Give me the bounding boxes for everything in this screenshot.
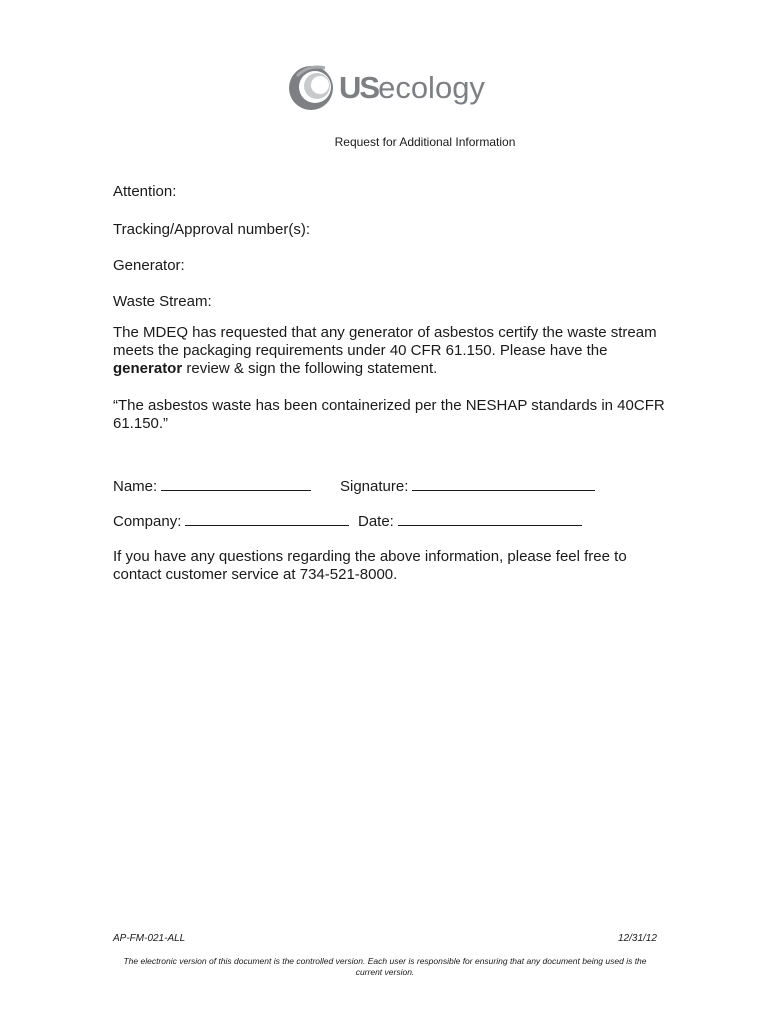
signature-blank[interactable]	[412, 477, 595, 491]
logo-ecology: ecology	[378, 70, 485, 105]
us-ecology-logo	[287, 62, 487, 114]
contact-paragraph: If you have any questions regarding the above information, please feel free to contact customer service at 734-521-8000.	[113, 548, 627, 583]
revision-date: 12/31/12	[618, 933, 657, 944]
company-blank[interactable]	[185, 512, 349, 526]
tracking-field: Tracking/Approval number(s):	[113, 221, 311, 238]
waste-stream-field: Waste Stream:	[113, 293, 212, 310]
mdeq-request-paragraph	[113, 324, 673, 378]
signature-label: Signature:	[340, 478, 409, 495]
signature-line	[340, 477, 595, 496]
attention-field: Attention:	[113, 183, 177, 200]
company-line	[113, 512, 349, 531]
name-label: Name:	[113, 478, 158, 495]
controlled-version-note: The electronic version of this document is the controlled version. Each user is responsible for ensuring that any document being used is the current version.	[123, 956, 647, 977]
para1-bold-generator: generator	[113, 360, 183, 377]
date-label: Date:	[358, 513, 394, 530]
asbestos-statement-quote: “The asbestos waste has been containerized per the NESHAP standards in 40CFR 61.150.”	[113, 397, 665, 432]
generator-field: Generator:	[113, 257, 185, 274]
logo-us: US	[339, 70, 379, 105]
date-line	[358, 512, 582, 531]
para1-text-a: The MDEQ has requested that any generator of asbestos certify the waste stream meets the packaging requirements under 40 CFR 61.150. Please have the	[113, 324, 657, 359]
company-label: Company:	[113, 513, 182, 530]
form-code: AP-FM-021-ALL	[113, 933, 186, 944]
document-title: Request for Additional Information	[334, 135, 516, 149]
us-ecology-swirl-icon	[287, 62, 337, 114]
date-blank[interactable]	[398, 512, 582, 526]
para1-text-b: review & sign the following statement.	[182, 360, 438, 377]
logo-wordmark	[339, 70, 485, 106]
name-line	[113, 477, 311, 496]
name-blank[interactable]	[161, 477, 311, 491]
